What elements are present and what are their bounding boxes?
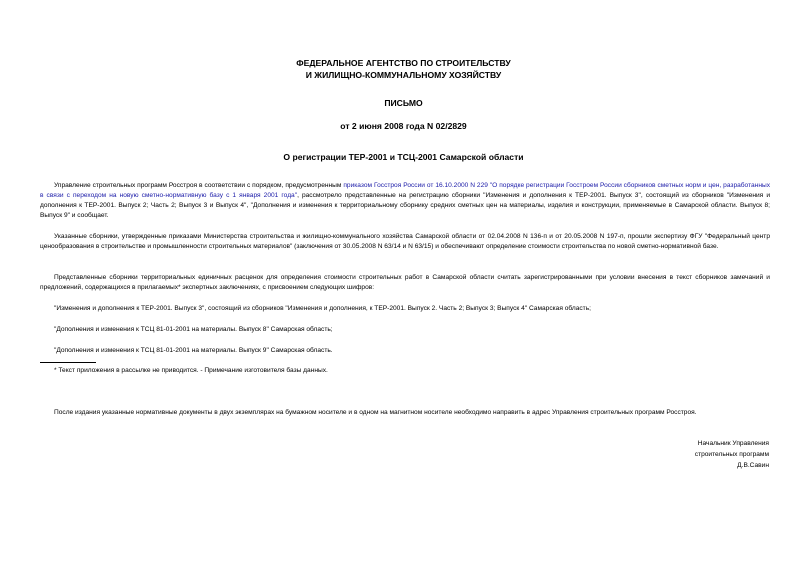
paragraph-1-end: , рассмотрело представленные на регистрацию сборники "Изменения и дополнения к ТЕР-2001. Выпуск 3", состоящий из сборников "Изменения и дополнения к ТЕР-2001. Выпуск 2; Часть 2; Выпуск 3 и Выпуск 4", "Дополнения и изменения к территориальному сборнику средних сметных цен на материалы, изделия и конструкции, применяемые в Самарской области. Выпуск 8; Выпуск 9" и сообщает. xyxy=(40,192,770,219)
signature-position-line-2: строительных программ xyxy=(694,451,769,458)
agency-header xyxy=(0,57,807,81)
paragraph-4 xyxy=(40,408,770,418)
paragraph-3 xyxy=(40,273,770,293)
paragraph-1-start: Управление строительных программ Росстроя в соответствии с порядком, предусмотренным xyxy=(54,182,344,189)
code-item-1: "Изменения и дополнения к ТЕР-2001. Выпуск 3", состоящий из сборников "Изменения и дополнения, к ТЕР-2001. Выпуск 2. Часть 2; Выпуск 3; Выпуск 4" Самарская область; xyxy=(54,305,591,312)
paragraph-4-text: После издания указанные нормативные документы в двух экземплярах на бумажном носителе и в одном на магнитном носителе необходимо направить в адрес Управления строительных программ Росстроя. xyxy=(54,409,697,416)
agency-line-2: И ЖИЛИЩНО-КОММУНАЛЬНОМУ ХОЗЯЙСТВУ xyxy=(305,70,502,80)
paragraph-2-text: Указанные сборники, утвержденные приказами Министерства строительства и жилищно-коммунального хозяйства Самарской области от 02.04.2008 N 136-п и от 20.05.2008 N 197-п, прошли экспертизу ФГУ "Федеральный центр ценообразования в строительстве и промышленности строительных материалов" (заключения от 30.05.2008 N 63/14 и N 63/15) и обеспечивают определение стоимости строительства по новой сметно-нормативной базе. xyxy=(40,233,770,250)
signature-name: Д.В.Савин xyxy=(737,462,769,469)
code-item-3: "Дополнения и изменения к ТСЦ 81-01-2001 на материалы. Выпуск 9" Самарская область. xyxy=(54,347,333,354)
footnote: * Текст приложения в рассылке не приводится. - Примечание изготовителя базы данных. xyxy=(54,367,328,374)
signature-block xyxy=(569,438,769,471)
code-item-2: "Дополнения и изменения к ТСЦ 81-01-2001 на материалы. Выпуск 8" Самарская область; xyxy=(54,326,333,333)
footnote-separator xyxy=(40,362,96,363)
document-date: от 2 июня 2008 года N 02/2829 xyxy=(340,121,467,131)
paragraph-1 xyxy=(40,181,770,221)
document-subject: О регистрации ТЕР-2001 и ТСЦ-2001 Самарской области xyxy=(283,152,524,162)
agency-line-1: ФЕДЕРАЛЬНОЕ АГЕНТСТВО ПО СТРОИТЕЛЬСТВУ xyxy=(296,58,511,68)
paragraph-2 xyxy=(40,232,770,252)
order-reference-link[interactable]: приказом Госстроя России от 16.10.2000 N 229 "О порядке регистрации Госстроем России сборников сметных норм и цен, разработанных в связи с переходом на новую сметно-нормативную базу с 1 января 2001 года" xyxy=(40,182,771,199)
signature-position-line-1: Начальник Управления xyxy=(697,440,769,447)
document-type: ПИСЬМО xyxy=(384,98,423,108)
paragraph-3-text: Представленные сборники территориальных единичных расценок для определения стоимости строительных работ в Самарской области считать зарегистрированными при условии внесения в текст сборников замечаний и предложений, содержащихся в прилагаемых* экспертных заключениях, с присвоением следующих шифров: xyxy=(40,274,770,291)
